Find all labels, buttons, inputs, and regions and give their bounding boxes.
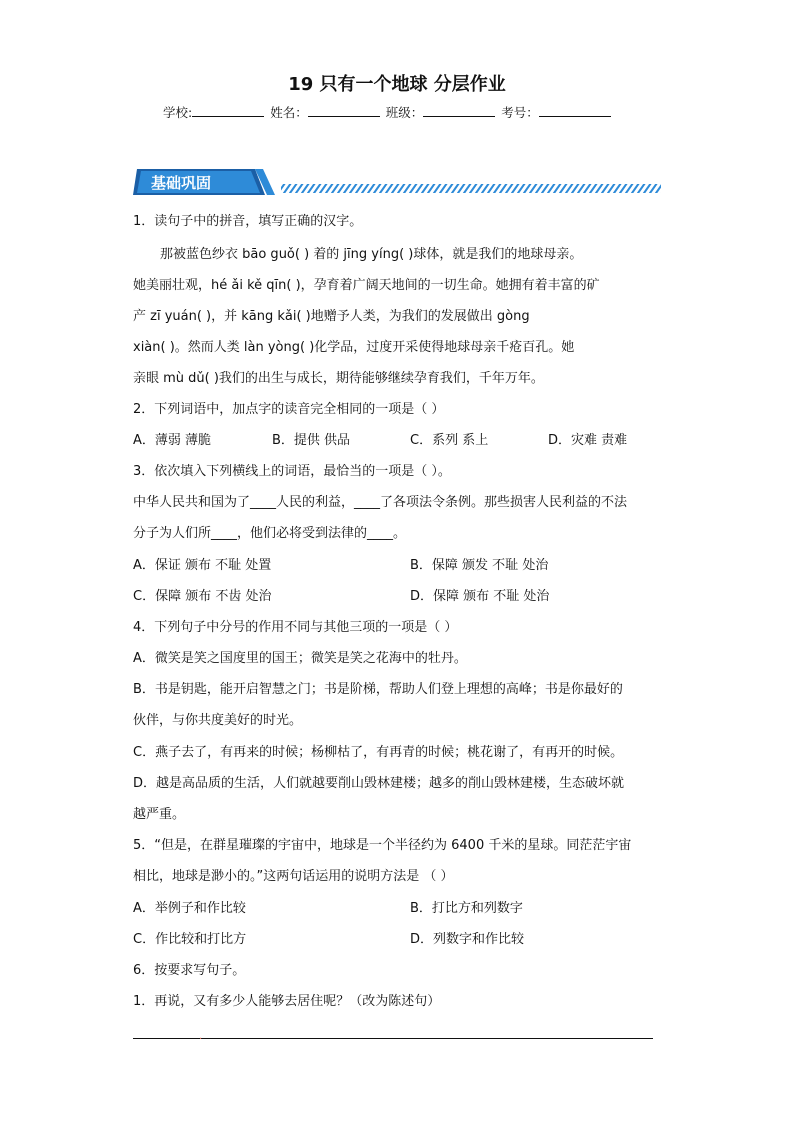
q4-option-d-line-1[interactable]: D．越是高品质的生活，人们就越要削山毁林建楼；越多的削山毁林建楼，生态破坏就 [133, 776, 625, 791]
banner-graphic [133, 167, 663, 197]
q3-option-a[interactable]: A．保证 颁布 不耻 处置 [133, 558, 272, 573]
q6-stem: 6．按要求写句子。 [133, 963, 246, 978]
school-blank[interactable] [192, 104, 264, 117]
q3-line-1: 中华人民共和国为了____人民的利益，____了各项法令条例。那些损害人民利益的不法 [133, 495, 628, 510]
answer-line[interactable] [133, 1034, 653, 1045]
q1-line-3: 产 zī yuán( )，并 kāng kǎi( )地赠予人类，为我们的发展做出 gòng [133, 309, 530, 324]
name-blank[interactable] [308, 104, 380, 117]
q5-option-c[interactable]: C．作比较和打比方 [133, 932, 247, 947]
q3-option-c[interactable]: C．保障 颁布 不齿 处治 [133, 589, 272, 604]
q4-option-d-line-2: 越严重。 [133, 807, 186, 822]
school-label: 学校: [163, 105, 193, 120]
name-label: 姓名： [270, 105, 308, 120]
q1-line-1: 那被蓝色纱衣 bāo guǒ( ) 着的 jīng yíng( )球体，就是我们的地球母亲。 [160, 247, 583, 262]
class-blank[interactable] [423, 104, 495, 117]
student-info-row [163, 103, 613, 121]
class-label: 班级： [385, 105, 424, 120]
q1-line-5: 亲眼 mù dǔ( )我们的出生与成长，期待能够继续孕育我们，千年万年。 [133, 371, 544, 386]
q4-option-b-line-1[interactable]: B．书是钥匙，能开启智慧之门；书是阶梯，帮助人们登上理想的高峰；书是你最好的 [133, 682, 623, 697]
q5-option-d[interactable]: D．列数字和作比较 [410, 932, 525, 947]
q6-sub-1: 1．再说，又有多少人能够去居住呢？（改为陈述句） [133, 994, 441, 1009]
exam-number-blank[interactable] [539, 104, 611, 117]
q1-line-4: xiàn( )。然而人类 làn yòng( )化学品，过度开采使得地球母亲千疮百孔。她 [133, 340, 575, 355]
q2-option-d[interactable]: D．灾难 责难 [548, 433, 628, 448]
q2-option-a[interactable]: A．薄弱 薄脆 [133, 433, 212, 448]
q1-stem: 1．读句子中的拼音，填写正确的汉字。 [133, 214, 363, 229]
q2-stem: 2．下列词语中，加点字的读音完全相同的一项是（ ） [133, 402, 445, 417]
q4-option-b-line-2: 伙伴，与你共度美好的时光。 [133, 713, 303, 728]
q4-stem: 4．下列句子中分号的作用不同与其他三项的一项是（ ） [133, 620, 458, 635]
q2-option-b[interactable]: B．提供 供品 [272, 433, 351, 448]
page-title: 19 只有一个地球 分层作业 [288, 74, 506, 95]
q5-option-b[interactable]: B．打比方和列数字 [410, 901, 523, 916]
q2-option-c[interactable]: C．系列 系上 [410, 433, 489, 448]
marker-dot: · [199, 1034, 203, 1045]
banner-label: 基础巩固 [151, 174, 212, 192]
q4-option-a[interactable]: A．微笑是笑之国度里的国王；微笑是笑之花海中的牡丹。 [133, 651, 467, 666]
q4-option-c[interactable]: C．燕子去了，有再来的时候；杨柳枯了，有再青的时候；桃花谢了，有再开的时候。 [133, 745, 624, 760]
q5-option-a[interactable]: A．举例子和作比较 [133, 901, 246, 916]
q5-line-1: 5．“但是，在群星璀璨的宇宙中，地球是一个半径约为 6400 千米的星球。同茫茫宇宙 [133, 838, 632, 853]
q3-line-2: 分子为人们所____，他们必将受到法律的____。 [133, 526, 407, 541]
q5-line-2: 相比，地球是渺小的。”这两句话运用的说明方法是 （ ） [133, 869, 454, 884]
q1-line-2: 她美丽壮观，hé ǎi kě qīn( )，孕育着广阔天地间的一切生命。她拥有着丰富的矿 [133, 278, 600, 293]
q3-stem: 3．依次填入下列横线上的词语，最恰当的一项是（ ）。 [133, 464, 451, 479]
q3-option-b[interactable]: B．保障 颁发 不耻 处治 [410, 558, 549, 573]
exam-number-label: 考号： [501, 105, 539, 120]
section-banner [133, 167, 663, 197]
q3-option-d[interactable]: D．保障 颁布 不耻 处治 [410, 589, 550, 604]
